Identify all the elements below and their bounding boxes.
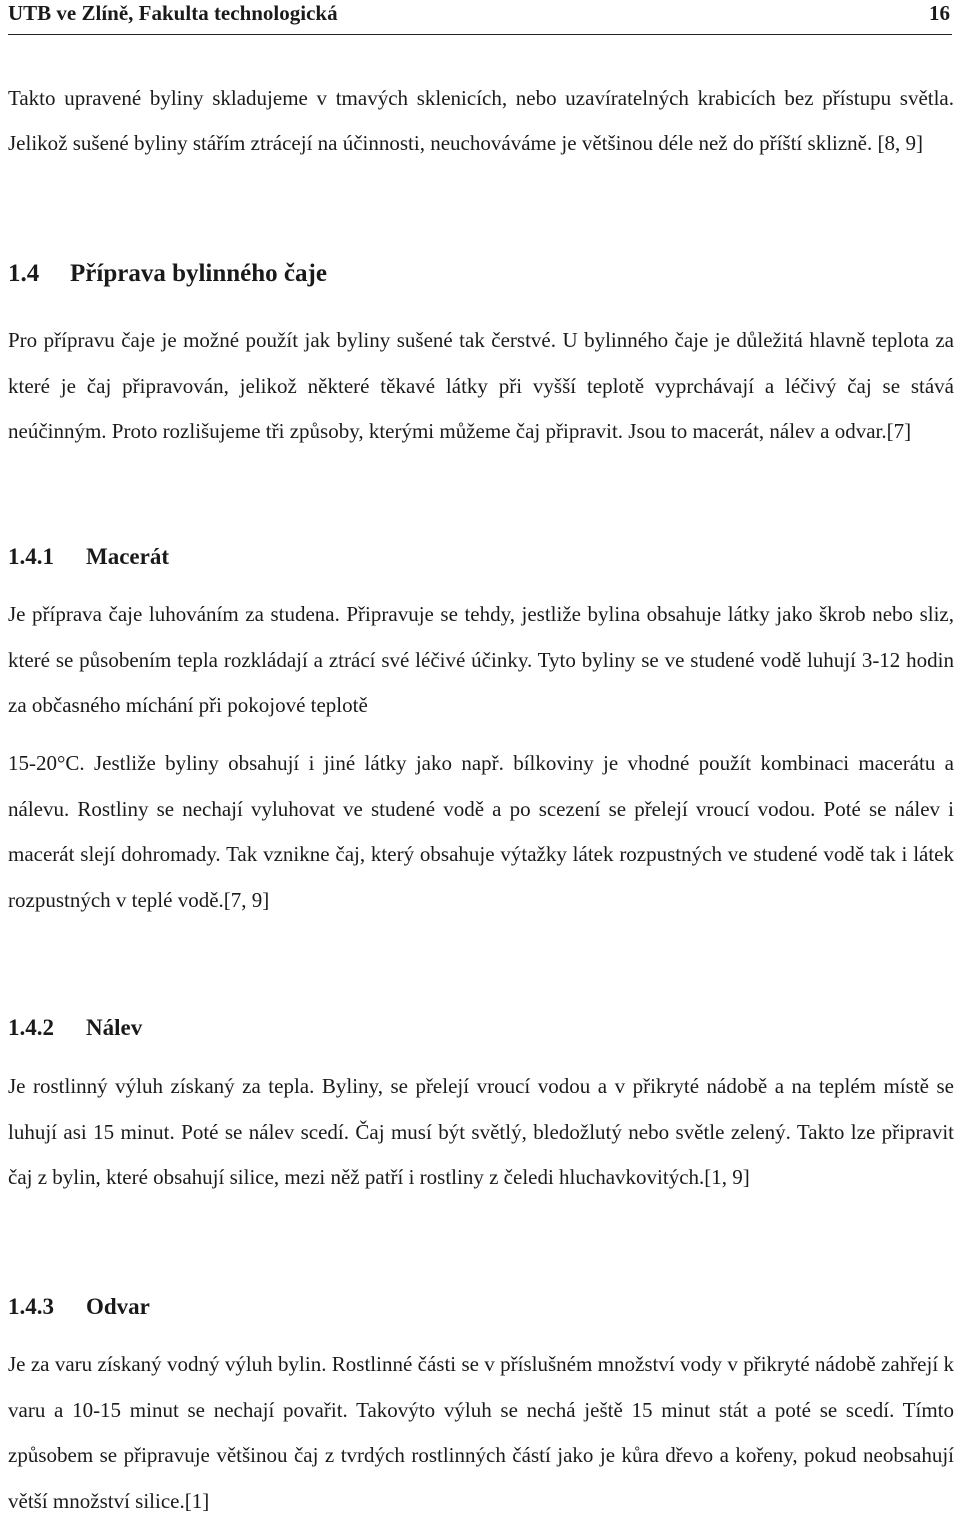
section-number: 1.4.2: [8, 1015, 54, 1040]
paragraph-1-4-1-b: 15-20°C. Jestliže byliny obsahují i jiné látky jako např. bílkoviny je vhodné použít kombinaci macerátu a nálevu. Rostliny se nechají vyluhovat ve studené vodě a po scezení se přelejí vroucí vodou. Poté se nálev i macerát slejí dohromady. Tak vznikne čaj, který obsahuje výtažky látek rozpustných ve studené vodě tak i látek rozpustných v teplé vodě.[7, 9]: [8, 751, 954, 912]
section-heading-1-4-2: [8, 1009, 142, 1047]
section-heading-1-4: [8, 254, 327, 294]
page-header: [8, 0, 952, 35]
section-number: 1.4.1: [8, 544, 54, 569]
section-heading-1-4-1: [8, 538, 169, 576]
section-number: 1.4: [8, 260, 40, 287]
section-number: 1.4.3: [8, 1294, 54, 1319]
section-title: Odvar: [86, 1294, 150, 1319]
intro-paragraph: Takto upravené byliny skladujeme v tmavých sklenicích, nebo uzavíratelných krabicích bez přístupu světla. Jelikož sušené byliny stářím ztrácejí na účinnosti, neuchováváme je většinou déle než do příští sklizně. [8, 9]: [8, 86, 954, 155]
paragraph-1-4: Pro přípravu čaje je možné použít jak byliny sušené tak čerstvé. U bylinného čaje je důležitá hlavně teplota za které je čaj připravován, jelikož některé těkavé látky při vyšší teplotě vyprchávají a léčivý čaj se stává neúčinným. Proto rozlišujeme tři způsoby, kterými můžeme čaj připravit. Jsou to macerát, nálev a odvar.[7]: [8, 328, 954, 443]
paragraph-1-4-2: Je rostlinný výluh získaný za tepla. Byliny, se přelejí vroucí vodou a v přikryté nádobě a na teplém místě se luhují asi 15 minut. Poté se nálev scedí. Čaj musí být světlý, bledožlutý nebo světle zelený. Takto lze připravit čaj z bylin, které obsahují silice, mezi něž patří i rostliny z čeledi hluchavkovitých.[1, 9]: [8, 1074, 954, 1189]
section-title: Příprava bylinného čaje: [70, 260, 327, 287]
section-title: Macerát: [86, 544, 169, 569]
paragraph-1-4-1-a: Je příprava čaje luhováním za studena. Připravuje se tehdy, jestliže bylina obsahuje látky jako škrob nebo sliz, které se působením tepla rozkládají a ztrácí své léčivé účinky. Tyto byliny se ve studené vodě luhují 3-12 hodin za občasného míchání při pokojové teplotě: [8, 602, 954, 717]
header-title: UTB ve Zlíně, Fakulta technologická: [8, 1, 338, 25]
section-heading-1-4-3: [8, 1288, 150, 1326]
section-title: Nálev: [86, 1015, 143, 1040]
page-number: 16: [929, 1, 950, 25]
paragraph-1-4-3: Je za varu získaný vodný výluh bylin. Rostlinné části se v příslušném množství vody v přikryté nádobě zahřejí k varu a 10-15 minut se nechají povařit. Takovýto výluh se nechá ještě 15 minut stát a poté se scedí. Tímto způsobem se připravuje většinou čaj z tvrdých rostlinných částí jako je kůra dřevo a kořeny, pokud neobsahují větší množství silice.[1]: [8, 1352, 954, 1513]
